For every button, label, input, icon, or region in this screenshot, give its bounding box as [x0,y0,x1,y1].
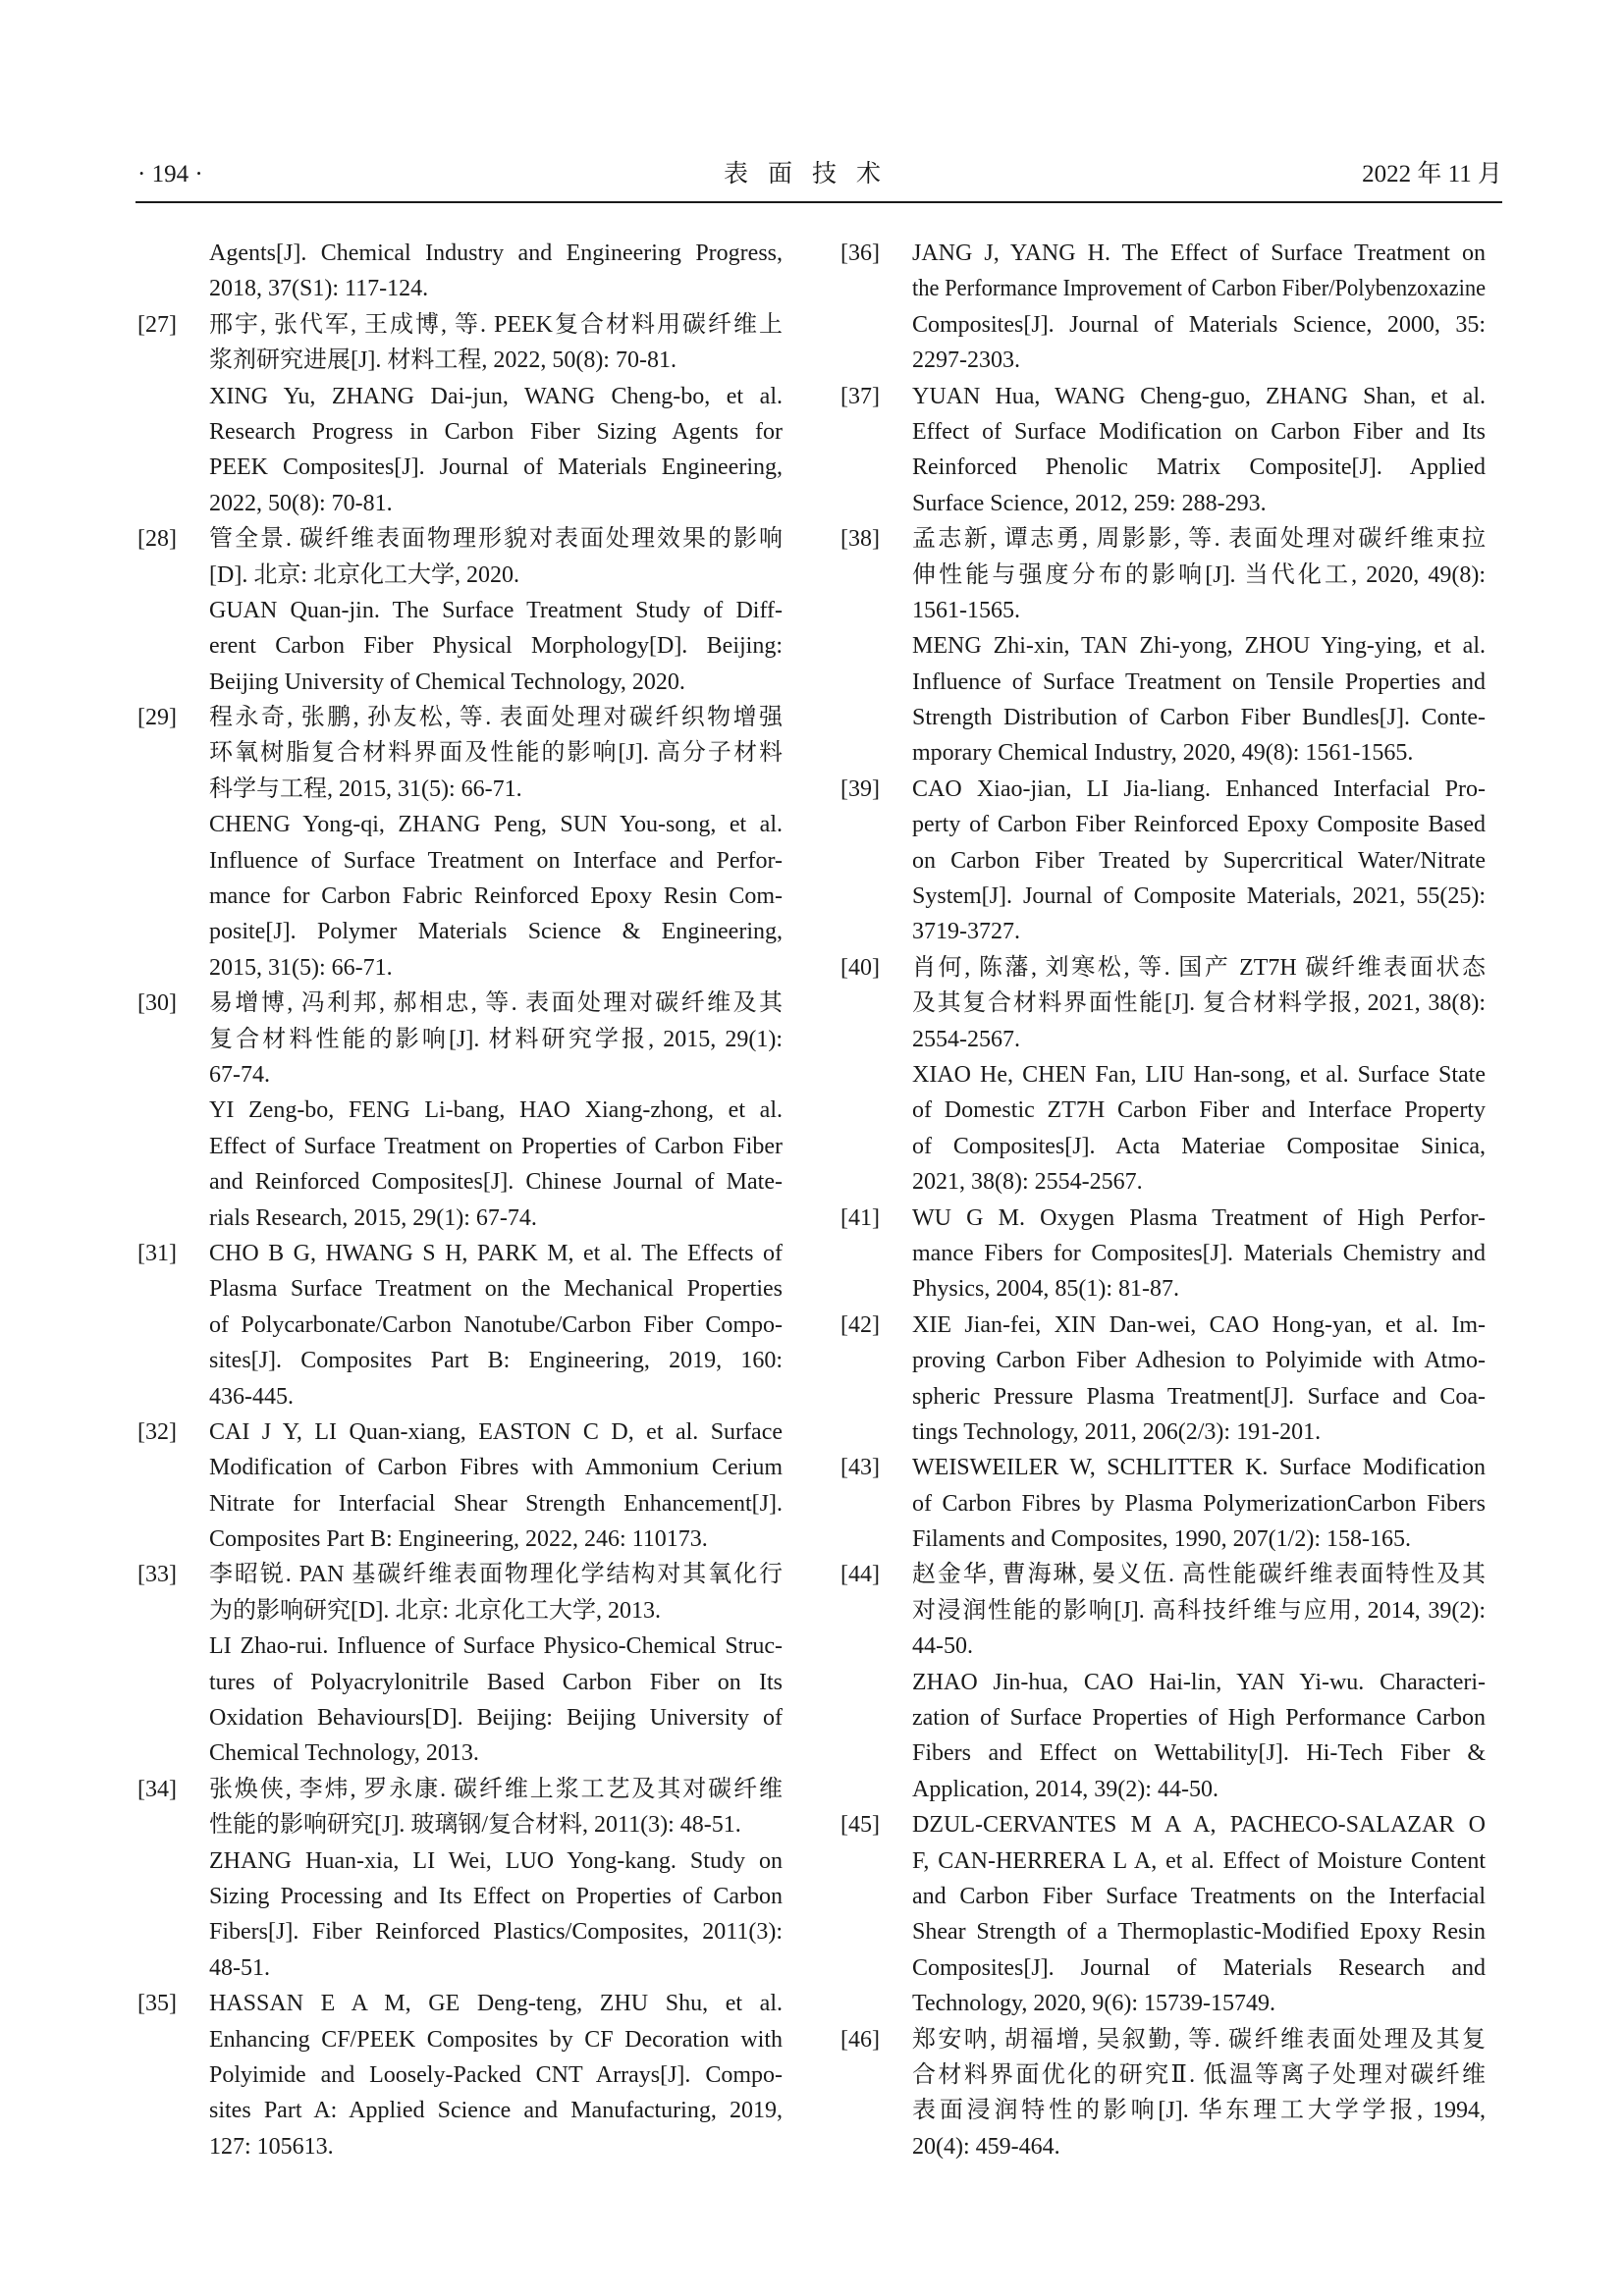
reference-entry [137,236,783,307]
reference-line: CAI J Y, LI Quan-xiang, EASTON C D, et al. Surface [209,1418,783,1445]
reference-line: 科学与工程, 2015, 31(5): 66-71. [209,775,522,802]
reference-number: [40] [840,954,880,981]
reference-line: 李昭锐. PAN 基碳纤维表面物理化学结构对其氧化行 [209,1562,783,1588]
reference-line: Technology, 2020, 9(6): 15739-15749. [912,1991,1276,2017]
reference-line: DZUL-CERVANTES M A A, PACHECO-SALAZAR O [912,1812,1486,1839]
reference-line: and Reinforced Composites[J]. Chinese Journal of Mate- [209,1169,783,1196]
reference-entry [840,1201,1486,1308]
reference-entry [840,950,1486,1201]
reference-line: 对浸润性能的影响[J]. 高科技纤维与应用, 2014, 39(2): [912,1597,1486,1624]
page-number: · 194 · [137,161,203,187]
reference-entry [137,700,783,986]
reference-line: Modification of Carbon Fibres with Ammonium Cerium [209,1455,783,1481]
reference-line: 易增博, 冯利邦, 郝相忠, 等. 表面处理对碳纤维及其 [209,990,783,1017]
header-rule [135,201,1502,203]
reference-line: 程永奇, 张鹏, 孙友松, 等. 表面处理对碳纤织物增强 [209,705,783,731]
reference-line: 2022, 50(8): 70-81. [209,490,393,516]
reference-line: Influence of Surface Treatment on Tensile Properties and [912,668,1486,695]
reference-entry [137,521,783,700]
reference-line: of Polycarbonate/Carbon Nanotube/Carbon Fiber Compo- [209,1311,783,1338]
reference-line: JANG J, YANG H. The Effect of Surface Treatment on [912,240,1486,266]
reference-line: 1561-1565. [912,597,1020,623]
reference-line: of Domestic ZT7H Carbon Fiber and Interface Property [912,1097,1486,1124]
reference-number: [43] [840,1455,880,1481]
reference-english-translation [209,1843,783,1987]
reference-line: Oxidation Behaviours[D]. Beijing: Beijing University of [209,1705,783,1732]
reference-line: 张焕侠, 李炜, 罗永康. 碳纤维上浆工艺及其对碳纤维 [209,1776,783,1802]
reference-line: Composites[J]. Journal of Materials Research and [912,1954,1486,1981]
reference-line: of Composites[J]. Acta Materiae Compositae Sinica, [912,1133,1486,1159]
reference-number: [46] [840,2026,880,2053]
reference-line: GUAN Quan-jin. The Surface Treatment Study of Diff- [209,597,783,623]
reference-line: zation of Surface Properties of High Performance Carbon [912,1705,1486,1732]
reference-english-translation [912,1057,1486,1201]
reference-line: 郑安呐, 胡福增, 吴叙勤, 等. 碳纤维表面处理及其复 [912,2026,1486,2053]
reference-line: Plasma Surface Treatment on the Mechanical Properties [209,1276,783,1303]
reference-line: 管全景. 碳纤维表面物理形貌对表面处理效果的影响 [209,526,783,553]
reference-line: Strength Distribution of Carbon Fiber Bundles[J]. Conte- [912,705,1486,731]
reference-primary-text [209,236,783,307]
reference-entry [840,236,1486,379]
reference-primary-text [912,1450,1486,1557]
reference-line: Physics, 2004, 85(1): 81-87. [912,1276,1179,1303]
reference-line: mance Fibers for Composites[J]. Materials Chemistry and [912,1240,1486,1266]
reference-line: LI Zhao-rui. Influence of Surface Physico-Chemical Struc- [209,1633,783,1660]
reference-entry [137,1236,783,1415]
reference-primary-text [209,1986,783,2164]
reference-primary-text [912,236,1486,379]
reference-line: 2297-2303. [912,347,1020,374]
reference-line: 环氧树脂复合材料界面及性能的影响[J]. 高分子材料 [209,740,783,767]
reference-number: [42] [840,1311,880,1338]
reference-primary-text [209,1772,783,1843]
reference-line: 为的影响研究[D]. 北京: 北京化工大学, 2013. [209,1597,661,1624]
reference-entry [137,1557,783,1771]
reference-line: XING Yu, ZHANG Dai-jun, WANG Cheng-bo, et al. [209,383,783,409]
reference-primary-text [209,700,783,807]
reference-line: YI Zeng-bo, FENG Li-bang, HAO Xiang-zhong, et al. [209,1097,783,1124]
reference-line: Nitrate for Interfacial Shear Strength Enhancement[J]. [209,1490,783,1517]
reference-line: ZHANG Huan-xia, LI Wei, LUO Yong-kang. Study on [209,1847,783,1874]
reference-line: 436-445. [209,1383,294,1410]
reference-line: ZHAO Jin-hua, CAO Hai-lin, YAN Yi-wu. Characteri- [912,1669,1486,1695]
reference-line: 孟志新, 谭志勇, 周影影, 等. 表面处理对碳纤维束拉 [912,526,1486,553]
reference-line: on Carbon Fiber Treated by Supercritical Water/Nitrate [912,847,1486,874]
reference-english-translation [209,593,783,700]
reference-number: [35] [137,1991,177,2017]
reference-number: [44] [840,1562,880,1588]
reference-line: 20(4): 459-464. [912,2133,1060,2160]
reference-line: Chemical Technology, 2013. [209,1740,479,1767]
reference-line: CHENG Yong-qi, ZHANG Peng, SUN You-song, et al. [209,812,783,838]
reference-line: 44-50. [912,1633,973,1660]
reference-line: WEISWEILER W, SCHLITTER K. Surface Modification [912,1455,1486,1481]
reference-entry [137,986,783,1236]
reference-line: Effect of Surface Treatment on Properties of Carbon Fiber [209,1133,783,1159]
reference-line: Polyimide and Loosely-Packed CNT Arrays[J]. Compo- [209,2061,783,2088]
reference-number: [32] [137,1418,177,1445]
reference-line: posite[J]. Polymer Materials Science & Engineering, [209,919,783,945]
reference-line: Research Progress in Carbon Fiber Sizing Agents for [209,418,783,445]
reference-entry [840,1308,1486,1451]
reference-line: sites[J]. Composites Part B: Engineering, 2019, 160: [209,1348,783,1374]
reference-entry [840,1557,1486,1807]
reference-number: [41] [840,1204,880,1231]
reference-english-translation [209,807,783,986]
reference-line: YUAN Hua, WANG Cheng-guo, ZHANG Shan, et al. [912,383,1486,409]
reference-line: 及其复合材料界面性能[J]. 复合材料学报, 2021, 38(8): [912,990,1486,1017]
reference-line: tings Technology, 2011, 206(2/3): 191-201. [912,1418,1322,1445]
reference-number: [28] [137,526,177,553]
reference-line: and Carbon Fiber Surface Treatments on the Interfacial [912,1883,1486,1909]
reference-primary-text [912,1807,1486,2021]
reference-line: 2554-2567. [912,1026,1020,1052]
reference-primary-text [912,521,1486,628]
reference-number: [31] [137,1240,177,1266]
reference-primary-text [912,1308,1486,1451]
reference-line: rials Research, 2015, 29(1): 67-74. [209,1204,537,1231]
reference-primary-text [912,772,1486,950]
reference-line: XIE Jian-fei, XIN Dan-wei, CAO Hong-yan, et al. Im- [912,1311,1486,1338]
reference-line: Shear Strength of a Thermoplastic-Modified Epoxy Resin [912,1919,1486,1946]
reference-line: Composites[J]. Journal of Materials Science, 2000, 35: [912,311,1486,338]
reference-entry [840,1807,1486,2021]
references-right-column [840,236,1486,2164]
reference-line: 48-51. [209,1954,270,1981]
reference-line: Enhancing CF/PEEK Composites by CF Decoration with [209,2026,783,2053]
reference-line: spheric Pressure Plasma Treatment[J]. Surface and Coa- [912,1383,1486,1410]
issue-date: 2022 年 11 月 [1362,161,1502,187]
reference-line: 2015, 31(5): 66-71. [209,954,393,981]
reference-line: proving Carbon Fiber Adhesion to Polyimide with Atmo- [912,1348,1486,1374]
reference-line: 表面浸润特性的影响[J]. 华东理工大学学报, 1994, [912,2098,1486,2124]
reference-english-translation [912,628,1486,772]
reference-line: tures of Polyacrylonitrile Based Carbon Fiber on Its [209,1669,783,1695]
reference-entry [137,1986,783,2164]
reference-number: [27] [137,311,177,338]
reference-line: 邢宇, 张代军, 王成博, 等. PEEK复合材料用碳纤维上 [209,311,783,338]
reference-line: Application, 2014, 39(2): 44-50. [912,1776,1218,1802]
reference-number: [33] [137,1562,177,1588]
reference-primary-text [209,1415,783,1558]
reference-english-translation [209,379,783,522]
reference-primary-text [912,950,1486,1057]
reference-primary-text [209,307,783,379]
reference-primary-text [912,2022,1486,2165]
reference-english-translation [209,1093,783,1236]
reference-line: System[J]. Journal of Composite Materials, 2021, 55(25): [912,883,1486,910]
reference-number: [37] [840,383,880,409]
reference-line: Fibers[J]. Fiber Reinforced Plastics/Composites, 2011(3): [209,1919,783,1946]
reference-line: Composites Part B: Engineering, 2022, 246: 110173. [209,1526,708,1553]
reference-line: Fibers and Effect on Wettability[J]. Hi-Tech Fiber & [912,1740,1486,1767]
reference-line: Sizing Processing and Its Effect on Properties of Carbon [209,1883,783,1909]
reference-primary-text [912,379,1486,522]
reference-entry [137,1415,783,1558]
reference-line: PEEK Composites[J]. Journal of Materials Engineering, [209,454,783,481]
reference-line: Influence of Surface Treatment on Interface and Perfor- [209,847,783,874]
reference-line: 合材料界面优化的研究Ⅱ. 低温等离子处理对碳纤维 [912,2061,1486,2088]
reference-line: Reinforced Phenolic Matrix Composite[J]. Applied [912,454,1486,481]
reference-number: [34] [137,1776,177,1802]
reference-entry [840,1450,1486,1557]
reference-line: erent Carbon Fiber Physical Morphology[D]. Beijing: [209,633,783,660]
reference-entry [137,307,783,521]
reference-primary-text [209,521,783,593]
reference-line: sites Part A: Applied Science and Manufacturing, 2019, [209,2098,783,2124]
reference-line: 性能的影响研究[J]. 玻璃钢/复合材料, 2011(3): 48-51. [209,1812,741,1839]
reference-primary-text [209,986,783,1093]
reference-line: Filaments and Composites, 1990, 207(1/2): 158-165. [912,1526,1411,1553]
reference-line: Effect of Surface Modification on Carbon Fiber and Its [912,418,1486,445]
reference-entry [840,2022,1486,2165]
reference-line: mporary Chemical Industry, 2020, 49(8): 1561-1565. [912,740,1414,767]
reference-line: 肖何, 陈藩, 刘寒松, 等. 国产 ZT7H 碳纤维表面状态 [912,954,1486,981]
reference-line: [D]. 北京: 北京化工大学, 2020. [209,561,519,588]
reference-line: WU G M. Oxygen Plasma Treatment of High Perfor- [912,1204,1486,1231]
reference-line: Surface Science, 2012, 259: 288-293. [912,490,1267,516]
reference-line: 2018, 37(S1): 117-124. [209,276,429,302]
reference-line: MENG Zhi-xin, TAN Zhi-yong, ZHOU Ying-ying, et al. [912,633,1486,660]
reference-primary-text [912,1557,1486,1664]
reference-entry [840,772,1486,950]
reference-primary-text [209,1236,783,1415]
reference-line: perty of Carbon Fiber Reinforced Epoxy Composite Based [912,812,1486,838]
reference-line: 127: 105613. [209,2133,334,2160]
reference-english-translation [912,1665,1486,1808]
reference-number: [30] [137,990,177,1017]
reference-line: CAO Xiao-jian, LI Jia-liang. Enhanced Interfacial Pro- [912,775,1486,802]
reference-number: [45] [840,1812,880,1839]
reference-line: 伸性能与强度分布的影响[J]. 当代化工, 2020, 49(8): [912,561,1486,588]
reference-line: mance for Carbon Fabric Reinforced Epoxy Resin Com- [209,883,783,910]
journal-title: 表面技术 [723,161,900,187]
reference-line: F, CAN-HERRERA L A, et al. Effect of Moisture Content [912,1847,1486,1874]
reference-primary-text [209,1557,783,1629]
reference-english-translation [209,1629,783,1772]
reference-line: 3719-3727. [912,919,1020,945]
reference-primary-text [912,1201,1486,1308]
reference-line: 2021, 38(8): 2554-2567. [912,1169,1143,1196]
reference-line: of Carbon Fibres by Plasma PolymerizationCarbon Fibers [912,1490,1486,1517]
reference-number: [36] [840,240,880,266]
reference-line: the Performance Improvement of Carbon Fiber/Polybenzoxazine [912,276,1487,302]
reference-entry [840,521,1486,772]
reference-line: XIAO He, CHEN Fan, LIU Han-song, et al. Surface State [912,1061,1486,1088]
reference-line: Beijing University of Chemical Technology, 2020. [209,668,685,695]
reference-entry [137,1772,783,1986]
reference-number: [38] [840,526,880,553]
reference-number: [39] [840,775,880,802]
reference-line: HASSAN E A M, GE Deng-teng, ZHU Shu, et al. [209,1991,783,2017]
reference-entry [840,379,1486,522]
reference-line: 复合材料性能的影响[J]. 材料研究学报, 2015, 29(1): [209,1026,783,1052]
reference-number: [29] [137,705,177,731]
reference-line: CHO B G, HWANG S H, PARK M, et al. The Effects of [209,1240,783,1266]
reference-line: 浆剂研究进展[J]. 材料工程, 2022, 50(8): 70-81. [209,347,677,374]
reference-line: 67-74. [209,1061,270,1088]
references-left-column [137,236,783,2164]
reference-line: 赵金华, 曹海琳, 晏义伍. 高性能碳纤维表面特性及其 [912,1562,1486,1588]
reference-line: Agents[J]. Chemical Industry and Engineering Progress, [209,240,783,266]
